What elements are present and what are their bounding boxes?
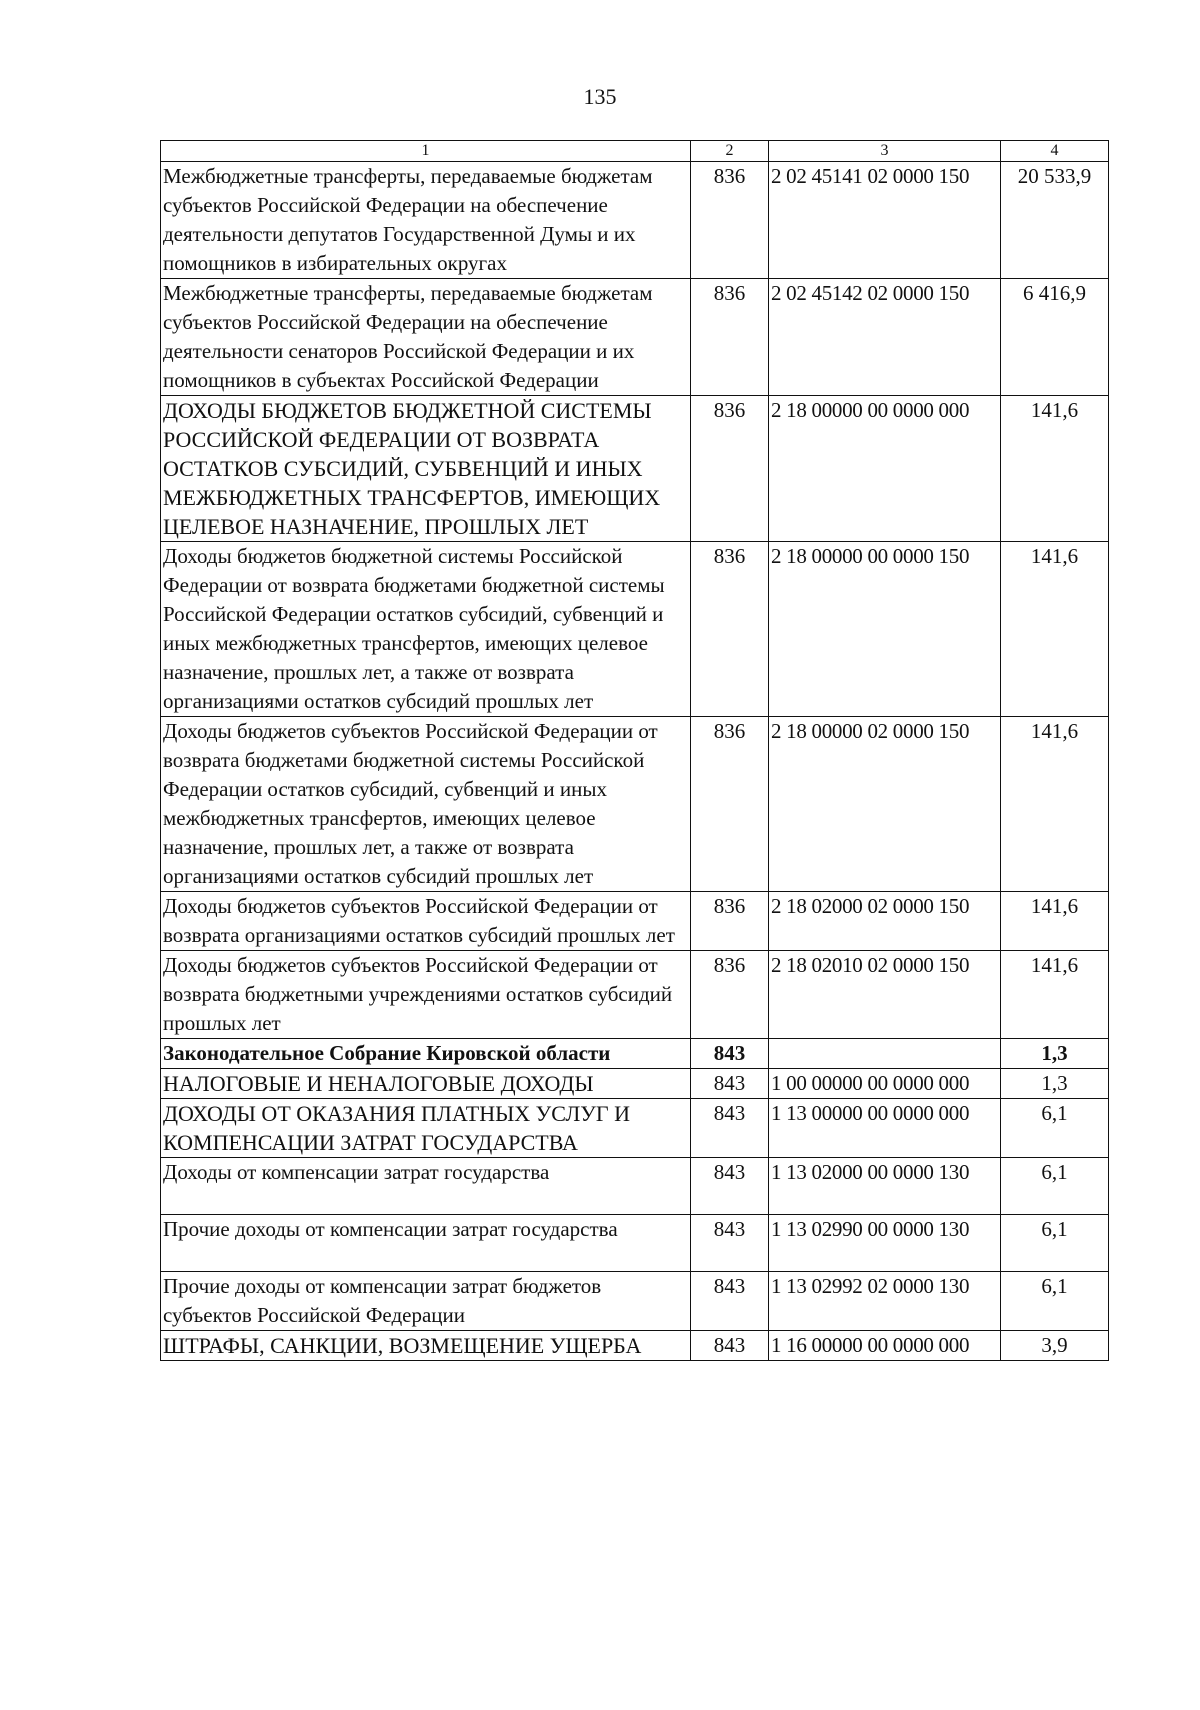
- row-admin-code: 843: [691, 1099, 769, 1158]
- row-budget-code: 1 13 02992 02 0000 130: [769, 1272, 1001, 1331]
- row-amount: 6,1: [1001, 1215, 1109, 1272]
- section-admin-code: 843: [691, 1039, 769, 1069]
- table-row: [161, 162, 1109, 279]
- table-row: [161, 1272, 1109, 1331]
- table-row: [161, 1158, 1109, 1215]
- row-budget-code: 2 18 00000 00 0000 150: [769, 542, 1001, 717]
- column-header-name: 1: [161, 141, 691, 162]
- row-amount: 141,6: [1001, 951, 1109, 1039]
- table-row: [161, 951, 1109, 1039]
- row-admin-code: 843: [691, 1069, 769, 1099]
- table-row: [161, 1099, 1109, 1158]
- table-row: [161, 1215, 1109, 1272]
- row-name: Доходы бюджетов субъектов Российской Федерации от возврата бюджетными учреждениями остатков субсидий прошлых лет: [161, 951, 691, 1039]
- row-name: ШТРАФЫ, САНКЦИИ, ВОЗМЕЩЕНИЕ УЩЕРБА: [161, 1331, 691, 1361]
- row-name: Прочие доходы от компенсации затрат бюджетов субъектов Российской Федерации: [161, 1272, 691, 1331]
- row-admin-code: 843: [691, 1331, 769, 1361]
- column-header-admin: 2: [691, 141, 769, 162]
- table-row: [161, 279, 1109, 396]
- row-admin-code: 843: [691, 1158, 769, 1215]
- section-budget-code: [769, 1039, 1001, 1069]
- section-name: Законодательное Собрание Кировской области: [161, 1039, 691, 1069]
- row-name: ДОХОДЫ ОТ ОКАЗАНИЯ ПЛАТНЫХ УСЛУГ И КОМПЕНСАЦИИ ЗАТРАТ ГОСУДАРСТВА: [161, 1099, 691, 1158]
- row-amount: 141,6: [1001, 396, 1109, 542]
- table-row: [161, 1069, 1109, 1099]
- row-admin-code: 836: [691, 892, 769, 951]
- row-budget-code: 1 13 02000 00 0000 130: [769, 1158, 1001, 1215]
- row-amount: 6,1: [1001, 1158, 1109, 1215]
- row-admin-code: 843: [691, 1215, 769, 1272]
- row-name: Доходы бюджетов бюджетной системы Российской Федерации от возврата бюджетами бюджетной системы Российской Федерации остатков субсидий, субвенций и иных межбюджетных трансфертов, имеющих целевое назначение, прошлых лет, а также от возврата организациями остатков субсидий прошлых лет: [161, 542, 691, 717]
- table-row: [161, 542, 1109, 717]
- revenue-table: [160, 140, 1109, 1361]
- row-amount: 3,9: [1001, 1331, 1109, 1361]
- row-admin-code: 836: [691, 717, 769, 892]
- row-amount: 141,6: [1001, 542, 1109, 717]
- row-amount: 141,6: [1001, 892, 1109, 951]
- row-admin-code: 836: [691, 162, 769, 279]
- row-budget-code: 2 18 00000 02 0000 150: [769, 717, 1001, 892]
- page-number: 135: [583, 84, 617, 109]
- table-row: [161, 717, 1109, 892]
- row-amount: 20 533,9: [1001, 162, 1109, 279]
- row-name: НАЛОГОВЫЕ И НЕНАЛОГОВЫЕ ДОХОДЫ: [161, 1069, 691, 1099]
- row-budget-code: 1 13 02990 00 0000 130: [769, 1215, 1001, 1272]
- row-admin-code: 836: [691, 396, 769, 542]
- table-row: [161, 1331, 1109, 1361]
- row-budget-code: 1 16 00000 00 0000 000: [769, 1331, 1001, 1361]
- row-name: Прочие доходы от компенсации затрат государства: [161, 1215, 691, 1272]
- table-row: [161, 892, 1109, 951]
- row-budget-code: 2 18 02010 02 0000 150: [769, 951, 1001, 1039]
- row-amount: 6,1: [1001, 1099, 1109, 1158]
- row-name: Межбюджетные трансферты, передаваемые бюджетам субъектов Российской Федерации на обеспечение деятельности сенаторов Российской Федерации и их помощников в субъектах Российской Федерации: [161, 279, 691, 396]
- row-budget-code: 2 02 45142 02 0000 150: [769, 279, 1001, 396]
- row-admin-code: 843: [691, 1272, 769, 1331]
- table-row: [161, 396, 1109, 542]
- row-amount: 141,6: [1001, 717, 1109, 892]
- row-budget-code: 2 02 45141 02 0000 150: [769, 162, 1001, 279]
- row-budget-code: 1 00 00000 00 0000 000: [769, 1069, 1001, 1099]
- row-budget-code: 2 18 00000 00 0000 000: [769, 396, 1001, 542]
- row-amount: 6 416,9: [1001, 279, 1109, 396]
- row-admin-code: 836: [691, 542, 769, 717]
- row-budget-code: 1 13 00000 00 0000 000: [769, 1099, 1001, 1158]
- section-amount: 1,3: [1001, 1039, 1109, 1069]
- row-admin-code: 836: [691, 279, 769, 396]
- row-name: ДОХОДЫ БЮДЖЕТОВ БЮДЖЕТНОЙ СИСТЕМЫ РОССИЙСКОЙ ФЕДЕРАЦИИ ОТ ВОЗВРАТА ОСТАТКОВ СУБСИДИЙ, СУБВЕНЦИЙ И ИНЫХ МЕЖБЮДЖЕТНЫХ ТРАНСФЕРТОВ, ИМЕЮЩИХ ЦЕЛЕВОЕ НАЗНАЧЕНИЕ, ПРОШЛЫХ ЛЕТ: [161, 396, 691, 542]
- row-amount: 6,1: [1001, 1272, 1109, 1331]
- row-name: Доходы бюджетов субъектов Российской Федерации от возврата бюджетами бюджетной системы Российской Федерации остатков субсидий, субвенций и иных межбюджетных трансфертов, имеющих целевое назначение, прошлых лет, а также от возврата организациями остатков субсидий прошлых лет: [161, 717, 691, 892]
- row-name: Доходы бюджетов субъектов Российской Федерации от возврата организациями остатков субсидий прошлых лет: [161, 892, 691, 951]
- row-admin-code: 836: [691, 951, 769, 1039]
- column-header-amount: 4: [1001, 141, 1109, 162]
- table-row-section: [161, 1039, 1109, 1069]
- table-header-row: [161, 141, 1109, 162]
- row-amount: 1,3: [1001, 1069, 1109, 1099]
- row-budget-code: 2 18 02000 02 0000 150: [769, 892, 1001, 951]
- row-name: Доходы от компенсации затрат государства: [161, 1158, 691, 1215]
- column-header-code: 3: [769, 141, 1001, 162]
- row-name: Межбюджетные трансферты, передаваемые бюджетам субъектов Российской Федерации на обеспечение деятельности депутатов Государственной Думы и их помощников в избирательных округах: [161, 162, 691, 279]
